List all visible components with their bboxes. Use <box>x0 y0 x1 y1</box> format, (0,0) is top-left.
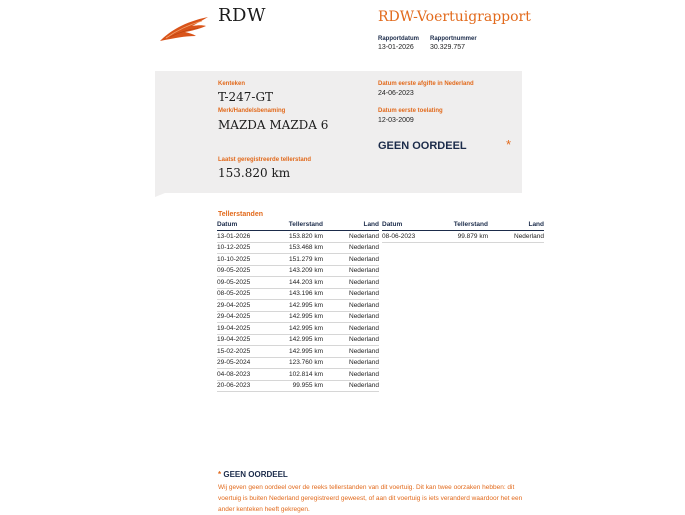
logo-text: RDW <box>218 5 266 26</box>
verdict-marker: * <box>506 137 512 152</box>
cell-country: Nederland <box>323 311 379 323</box>
cell-date: 10-10-2025 <box>217 254 273 266</box>
odometer-table-left <box>217 220 379 392</box>
cell-odometer: 143.196 km <box>273 288 323 300</box>
cell-country: Nederland <box>323 288 379 300</box>
cell-date: 04-08-2023 <box>217 369 273 381</box>
col-header-date: Datum <box>217 220 273 231</box>
verdict-text: GEEN OORDEEL <box>378 140 467 152</box>
cell-country: Nederland <box>323 334 379 346</box>
col-header-km: Tellerstand <box>273 220 323 231</box>
cell-odometer: 142.995 km <box>273 334 323 346</box>
cell-country: Nederland <box>323 357 379 369</box>
cell-date: 10-12-2025 <box>217 242 273 254</box>
cell-date: 09-05-2025 <box>217 265 273 277</box>
table-row <box>217 277 379 289</box>
cell-country: Nederland <box>323 323 379 335</box>
cell-date: 20-06-2023 <box>217 380 273 392</box>
table-row <box>217 346 379 358</box>
cell-country: Nederland <box>323 300 379 312</box>
license-plate: T-247-GT <box>218 90 274 104</box>
last-odometer-label: Laatst geregistreerde tellerstand <box>218 157 312 163</box>
table-row <box>217 380 379 392</box>
col-header-country: Land <box>488 220 544 231</box>
plate-label: Kenteken <box>218 81 246 87</box>
first-nl-label: Datum eerste afgifte in Nederland <box>378 81 474 87</box>
table-row <box>382 231 544 243</box>
cell-country: Nederland <box>488 231 544 243</box>
cell-country: Nederland <box>323 346 379 358</box>
cell-country: Nederland <box>323 242 379 254</box>
cell-date: 29-04-2025 <box>217 311 273 323</box>
report-date: 13-01-2026 <box>378 44 414 51</box>
report-title: RDW-Voertuigrapport <box>378 9 531 25</box>
cell-odometer: 142.995 km <box>273 300 323 312</box>
make-label: Merk/Handelsbenaming <box>218 108 286 114</box>
table-row <box>217 288 379 300</box>
table-row <box>217 323 379 335</box>
table-row <box>217 254 379 266</box>
cell-country: Nederland <box>323 231 379 243</box>
footnote-title <box>218 470 288 479</box>
cell-country: Nederland <box>323 380 379 392</box>
cell-odometer: 144.203 km <box>273 277 323 289</box>
cell-odometer: 153.468 km <box>273 242 323 254</box>
footnote-title-text: GEEN OORDEEL <box>223 470 288 479</box>
vehicle-info-panel <box>155 71 522 193</box>
cell-country: Nederland <box>323 369 379 381</box>
cell-odometer: 143.209 km <box>273 265 323 277</box>
cell-odometer: 142.995 km <box>273 346 323 358</box>
cell-odometer: 99.879 km <box>438 231 488 243</box>
footnote-marker: * <box>218 470 222 479</box>
cell-odometer: 123.760 km <box>273 357 323 369</box>
panel-notch <box>155 185 185 197</box>
table-row <box>217 311 379 323</box>
table-row <box>217 265 379 277</box>
cell-date: 19-04-2025 <box>217 323 273 335</box>
cell-odometer: 153.820 km <box>273 231 323 243</box>
footnote-text: Wij geven geen oordeel over de reeks tellerstanden van dit voertuig. Dit kan twee oorzaken hebben: dit voertuig is buiten Nederland geregistreerd geweest, of aan dit voertuig is iets veranderd waardoor het een ander kenteken heeft gekregen. <box>218 484 523 513</box>
cell-date: 15-02-2025 <box>217 346 273 358</box>
table-row <box>217 357 379 369</box>
cell-date: 19-04-2025 <box>217 334 273 346</box>
cell-country: Nederland <box>323 277 379 289</box>
cell-date: 08-06-2023 <box>382 231 438 243</box>
col-header-country: Land <box>323 220 379 231</box>
report-number: 30.329.757 <box>430 44 466 51</box>
report-number-label: Rapportnummer <box>430 36 477 42</box>
cell-country: Nederland <box>323 254 379 266</box>
cell-date: 29-05-2024 <box>217 357 273 369</box>
cell-odometer: 99.955 km <box>273 380 323 392</box>
odometer-table-right <box>382 220 544 243</box>
cell-date: 29-04-2025 <box>217 300 273 312</box>
table-row <box>217 300 379 312</box>
table-row <box>217 242 379 254</box>
last-odometer-value: 153.820 km <box>218 166 291 180</box>
report-date-label: Rapportdatum <box>378 36 419 42</box>
col-header-date: Datum <box>382 220 438 231</box>
odometer-section-title: Tellerstanden <box>218 211 263 218</box>
table-row <box>217 231 379 243</box>
first-admission-label: Datum eerste toelating <box>378 108 443 114</box>
first-nl-date: 24-06-2023 <box>378 90 414 97</box>
first-admission-date: 12-03-2009 <box>378 117 414 124</box>
rdw-logo-icon <box>158 14 210 44</box>
cell-date: 09-05-2025 <box>217 277 273 289</box>
table-row <box>217 369 379 381</box>
cell-date: 08-05-2025 <box>217 288 273 300</box>
col-header-km: Tellerstand <box>438 220 488 231</box>
table-row <box>217 334 379 346</box>
cell-country: Nederland <box>323 265 379 277</box>
cell-odometer: 151.279 km <box>273 254 323 266</box>
vehicle-make: MAZDA MAZDA 6 <box>218 118 329 132</box>
cell-odometer: 102.814 km <box>273 369 323 381</box>
cell-odometer: 142.995 km <box>273 323 323 335</box>
cell-odometer: 142.995 km <box>273 311 323 323</box>
cell-date: 13-01-2026 <box>217 231 273 243</box>
